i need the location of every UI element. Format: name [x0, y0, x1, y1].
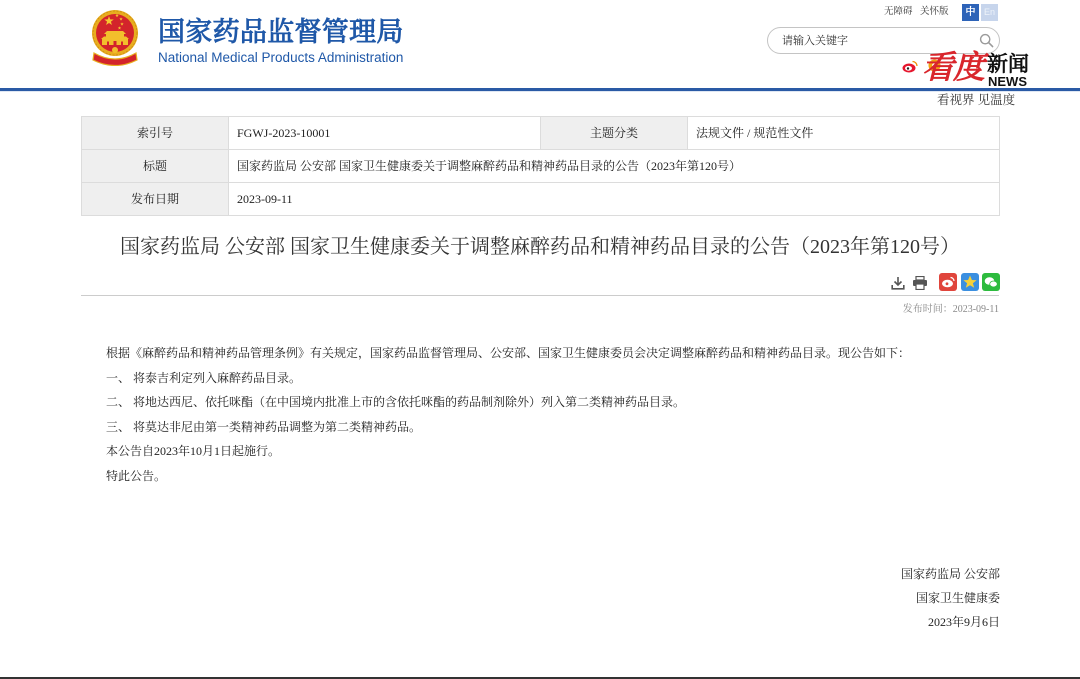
- body-paragraph-effective-date: 本公告自2023年10月1日起施行。: [106, 444, 281, 459]
- title-label: 标题: [82, 150, 229, 183]
- title-value: 国家药监局 公安部 国家卫生健康委关于调整麻醉药品和精神药品目录的公告（2023年第120号）: [229, 150, 1000, 183]
- site-title-cn: 国家药品监督管理局: [158, 17, 404, 47]
- national-emblem-icon: [90, 8, 140, 66]
- watermark-logo-en: NEWS: [988, 74, 1027, 89]
- signature-date: 2023年9月6日: [927, 615, 1000, 629]
- signature-issuer-2: 国家卫生健康委: [915, 591, 1000, 605]
- site-logo-link[interactable]: [90, 8, 410, 70]
- body-paragraph-item-3: 三、 将莫达非尼由第一类精神药品调整为第二类精神药品。: [106, 419, 422, 434]
- index-label: 索引号: [82, 117, 229, 150]
- article-title: 国家药监局 公安部 国家卫生健康委关于调整麻醉药品和精神药品目录的公告（2023年第120号）: [120, 236, 960, 258]
- info-row-title: [82, 150, 1000, 183]
- publish-date-value: 2023-09-11: [229, 183, 1000, 216]
- search-icon[interactable]: [979, 33, 994, 48]
- weibo-share-icon[interactable]: [939, 273, 957, 291]
- wechat-share-icon[interactable]: [982, 273, 1000, 291]
- body-paragraph-intro: 根据《麻醉药品和精神药品管理条例》有关规定，国家药品监督管理局、公安部、国家卫生健康委员会决定调整麻醉药品和精神药品目录。现公告如下：: [106, 346, 911, 360]
- publish-date-label: 发布日期: [82, 183, 229, 216]
- publish-time-label: 发布时间：: [902, 304, 953, 315]
- document-info-table: [81, 116, 1000, 216]
- watermark-logo-black: 新闻: [987, 53, 1029, 76]
- watermark-slogan: 看视界 见温度: [937, 93, 1016, 107]
- info-row-date: [82, 183, 1000, 216]
- print-icon[interactable]: [912, 276, 928, 290]
- body-paragraph-item-2: 二、 将地达西尼、依托咪酯（在中国境内批准上市的含依托咪酯的药品制剂除外）列入第二类精神药品目录。: [106, 395, 686, 410]
- watermark-logo-red: 看度: [922, 49, 985, 85]
- article-divider: [81, 295, 999, 296]
- weibo-icon[interactable]: [902, 60, 918, 73]
- article-signature: [901, 562, 1000, 634]
- body-paragraph-closing: 特此公告。: [106, 468, 167, 483]
- index-value: FGWJ-2023-10001: [229, 117, 541, 150]
- site-title-en: National Medical Products Administration: [158, 50, 404, 65]
- language-chinese-button[interactable]: 中: [962, 4, 979, 21]
- header-divider-light: [0, 91, 1080, 92]
- body-paragraph-item-1: 一、 将泰吉利定列入麻醉药品目录。: [106, 370, 302, 385]
- publish-time: [903, 303, 999, 317]
- download-icon[interactable]: [891, 276, 905, 290]
- language-english-button[interactable]: En: [981, 4, 998, 21]
- info-row-index: [82, 117, 1000, 150]
- qzone-share-icon[interactable]: [961, 273, 979, 291]
- signature-issuer-1: 国家药监局 公安部: [900, 567, 1000, 581]
- accessibility-link[interactable]: 无障碍: [884, 7, 913, 17]
- care-mode-link[interactable]: 关怀版: [920, 7, 949, 17]
- category-value: 法规文件 / 规范性文件: [688, 117, 1000, 150]
- publish-time-value: 2023-09-11: [952, 304, 999, 315]
- article-body: [106, 341, 986, 489]
- category-label: 主题分类: [541, 117, 688, 150]
